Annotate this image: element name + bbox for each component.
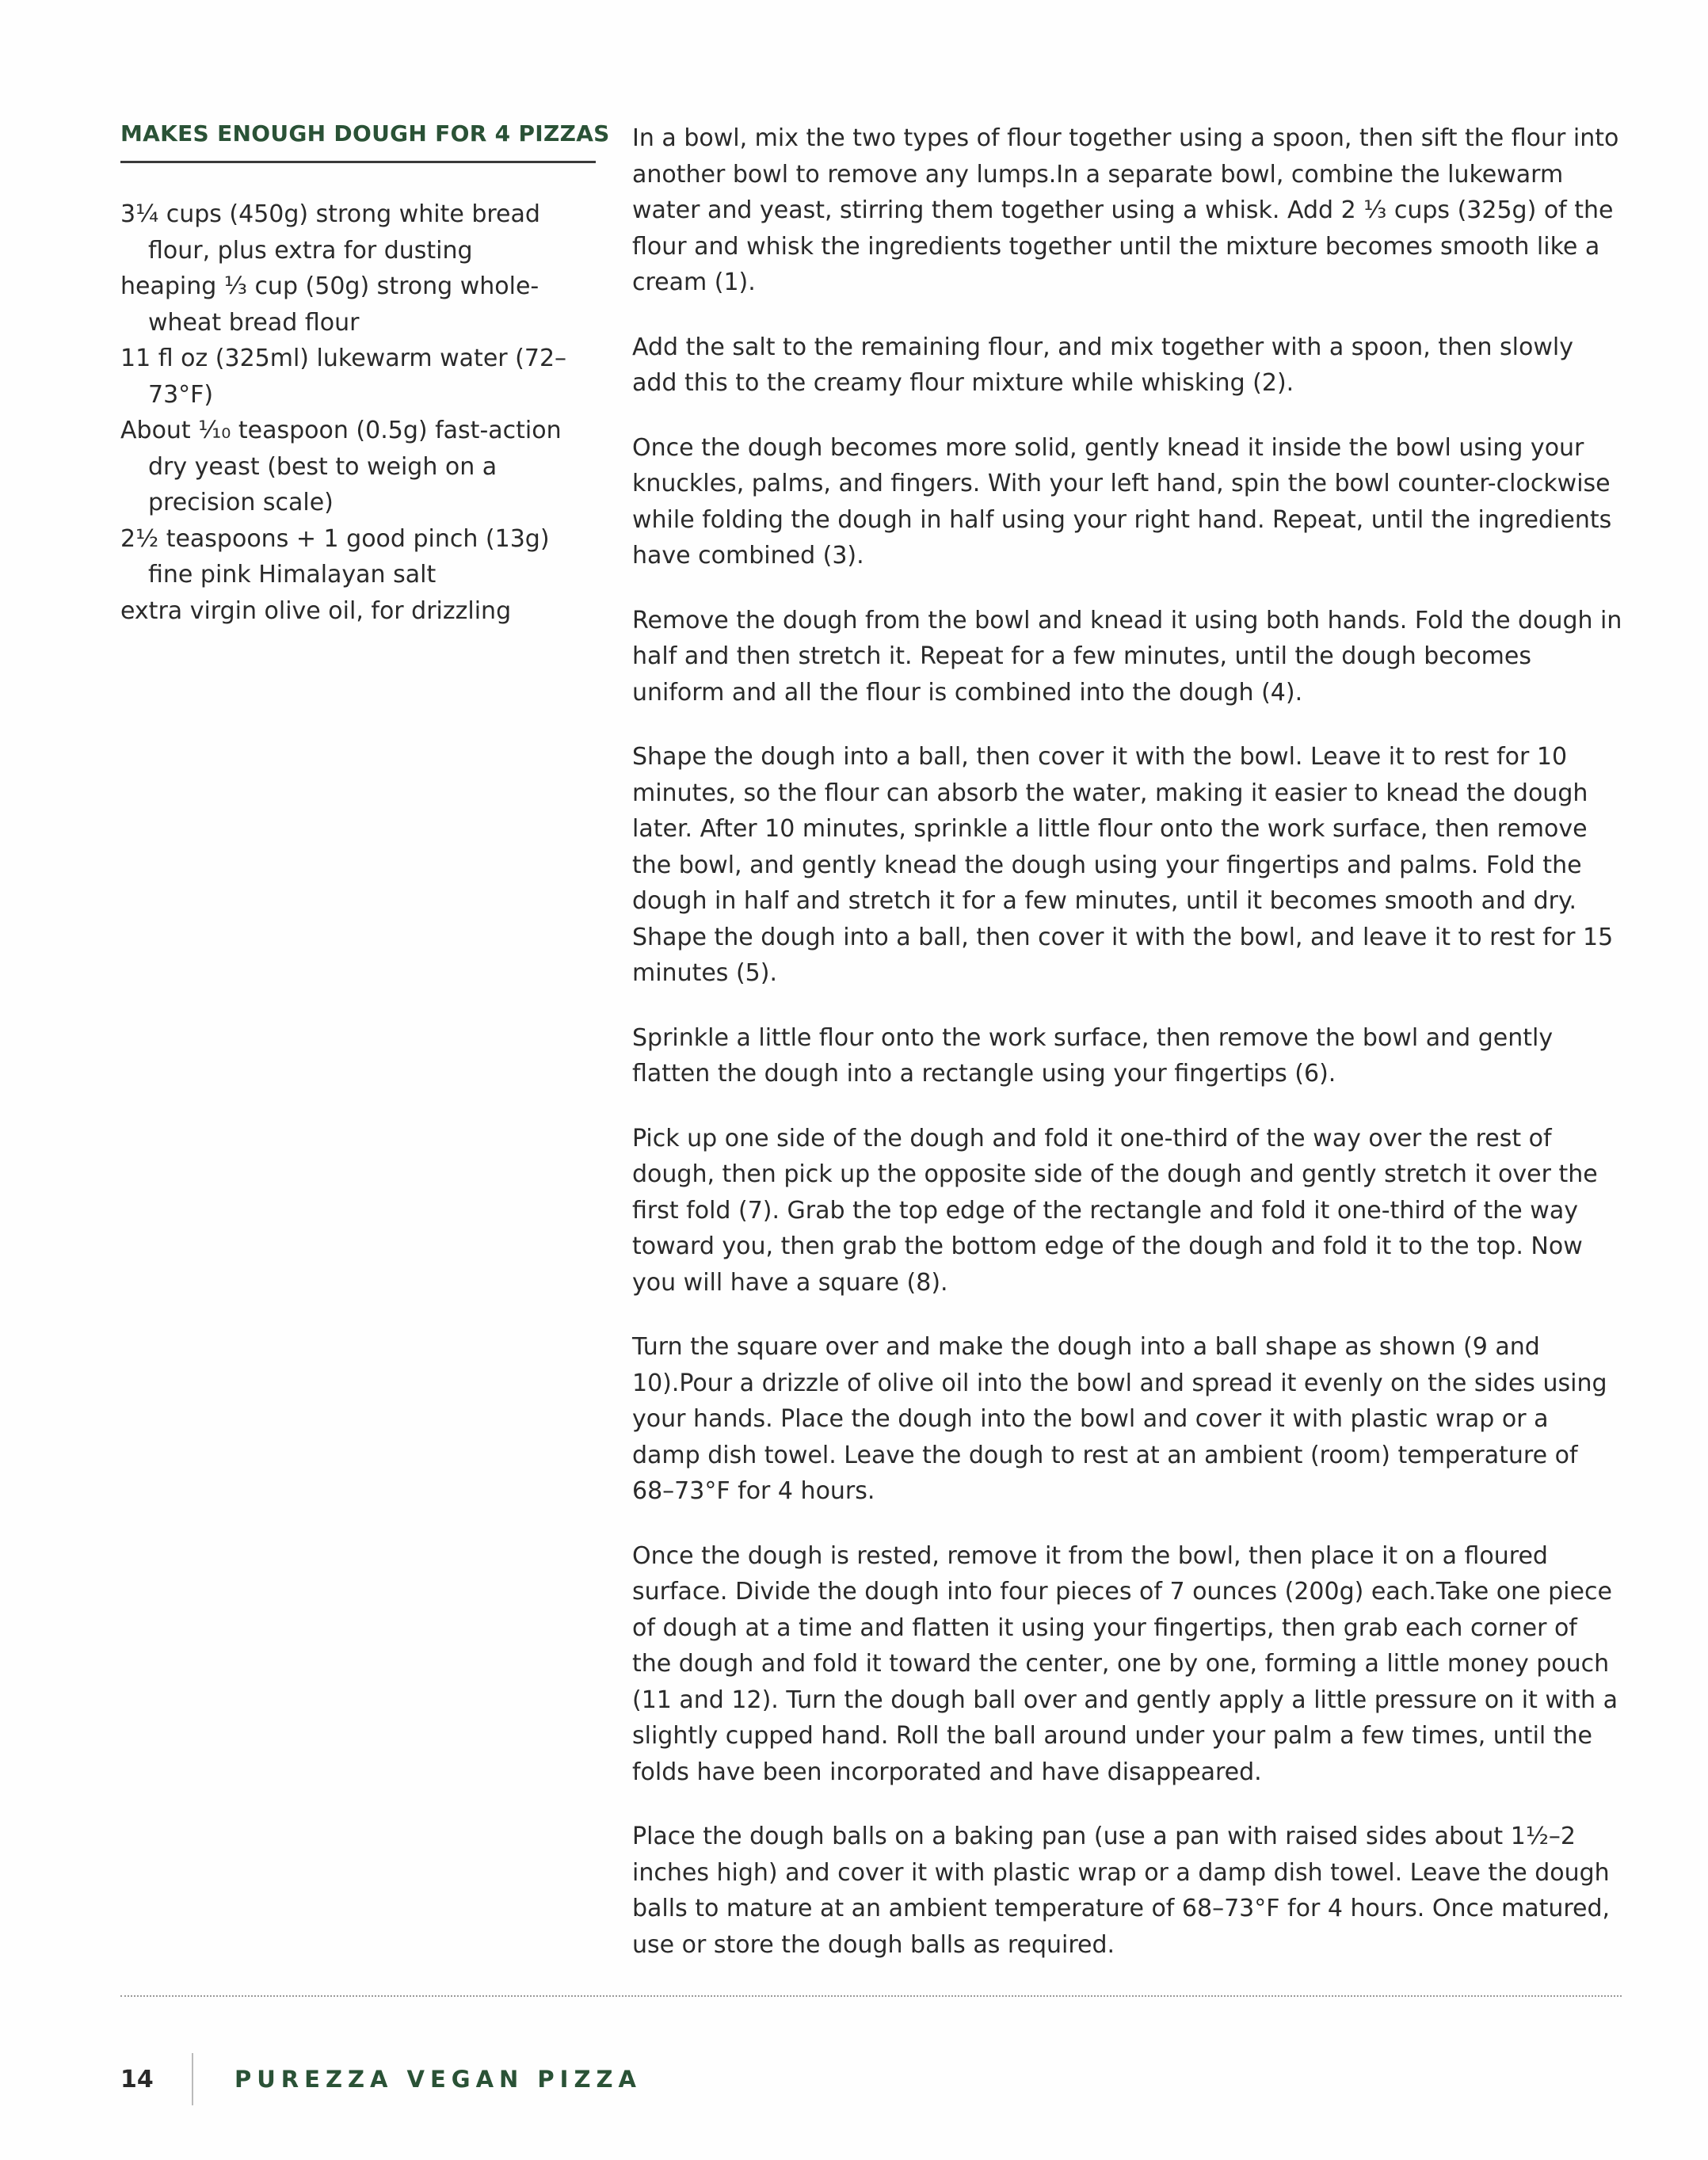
method-column	[632, 120, 1622, 1991]
footer-separator	[192, 2053, 193, 2105]
page-number: 14	[120, 2065, 154, 2093]
footer-divider-line	[120, 1995, 1622, 1997]
method-step: In a bowl, mix the two types of flour together using a spoon, then sift the flour into another bowl to remove any lumps.In a separate bowl, combine the lukewarm water and yeast, stirring them together using a whisk. Add 2 ⅓ cups (325g) of the flour and whisk the ingredients together until the mixture becomes smooth like a cream (1).	[632, 124, 1619, 296]
ingredient-item: 2½ teaspoons + 1 good pinch (13g) fine pink Himalayan salt	[120, 524, 550, 589]
ingredient-item: extra virgin olive oil, for drizzling	[120, 596, 512, 625]
ingredient-item: 3¼ cups (450g) strong white bread flour, plus extra for dusting	[120, 200, 540, 265]
method-step: Remove the dough from the bowl and knead it using both hands. Fold the dough in half and then stretch it. Repeat for a few minutes, until the dough becomes uniform and all the flour is combined into the dough (4).	[632, 606, 1622, 707]
method-step: Turn the square over and make the dough into a ball shape as shown (9 and 10).Pour a drizzle of olive oil into the bowl and spread it evenly on the sides using your hands. Place the dough into the bowl and cover it with plastic wrap or a damp dish towel. Leave the dough to rest at an ambient (room) temperature of 68–73°F for 4 hours.	[632, 1333, 1607, 1505]
ingredient-list	[120, 196, 596, 629]
page-footer	[120, 2059, 642, 2099]
method-step: Place the dough balls on a baking pan (use a pan with raised sides about 1½–2 inches high) and cover it with plastic wrap or a damp dish towel. Leave the dough balls to mature at an ambient temperature of 68–73°F for 4 hours. Once matured, use or store the dough balls as required.	[632, 1823, 1611, 1959]
ingredient-item: About ⅒ teaspoon (0.5g) fast-action dry yeast (best to weigh on a precision scale)	[120, 417, 562, 516]
yield-heading: MAKES ENOUGH DOUGH FOR 4 PIZZAS	[120, 120, 596, 163]
method-step: Once the dough becomes more solid, gently knead it inside the bowl using your knuckles, palms, and fingers. With your left hand, spin the bowl counter-clockwise while folding the dough in half using your right hand. Repeat, until the ingredients have combined (3).	[632, 433, 1612, 570]
ingredients-column	[120, 120, 610, 629]
method-step: Shape the dough into a ball, then cover it with the bowl. Leave it to rest for 10 minutes, so the flour can absorb the water, making it easier to knead the dough later. After 10 minutes, sprinkle a little flour onto the work surface, then remove the bowl, and gently knead the dough using your fingertips and palms. Fold the dough in half and stretch it for a few minutes, until it becomes smooth and dry. Shape the dough into a ball, then cover it with the bowl, and leave it to rest for 15 minutes (5).	[632, 743, 1614, 987]
method-step: Pick up one side of the dough and fold it one-third of the way over the rest of dough, then pick up the opposite side of the dough and gently stretch it over the first fold (7). Grab the top edge of the rectangle and fold it one-third of the way toward you, then grab the bottom edge of the dough and fold it to the top. Now you will have a square (8).	[632, 1124, 1598, 1297]
ingredient-item: 11 fl oz (325ml) lukewarm water (72–73°F)	[120, 345, 567, 409]
book-title: PUREZZA VEGAN PIZZA	[234, 2066, 642, 2093]
method-step: Once the dough is rested, remove it from the bowl, then place it on a floured surface. Divide the dough into four pieces of 7 ounces (200g) each.Take one piece of dough at a time and flatten it using your fingertips, then grab each corner of the dough and fold it toward the center, one by one, forming a little money pouch (11 and 12). Turn the dough ball over and gently apply a little pressure on it with a slightly cupped hand. Roll the ball around under your palm a few times, until the folds have been incorporated and have disappeared.	[632, 1541, 1618, 1786]
method-step: Add the salt to the remaining flour, and mix together with a spoon, then slowly add this to the creamy flour mixture while whisking (2).	[632, 333, 1573, 397]
ingredient-item: heaping ⅓ cup (50g) strong whole-wheat bread flour	[120, 272, 539, 337]
method-step: Sprinkle a little flour onto the work surface, then remove the bowl and gently flatten the dough into a rectangle using your fingertips (6).	[632, 1023, 1554, 1088]
